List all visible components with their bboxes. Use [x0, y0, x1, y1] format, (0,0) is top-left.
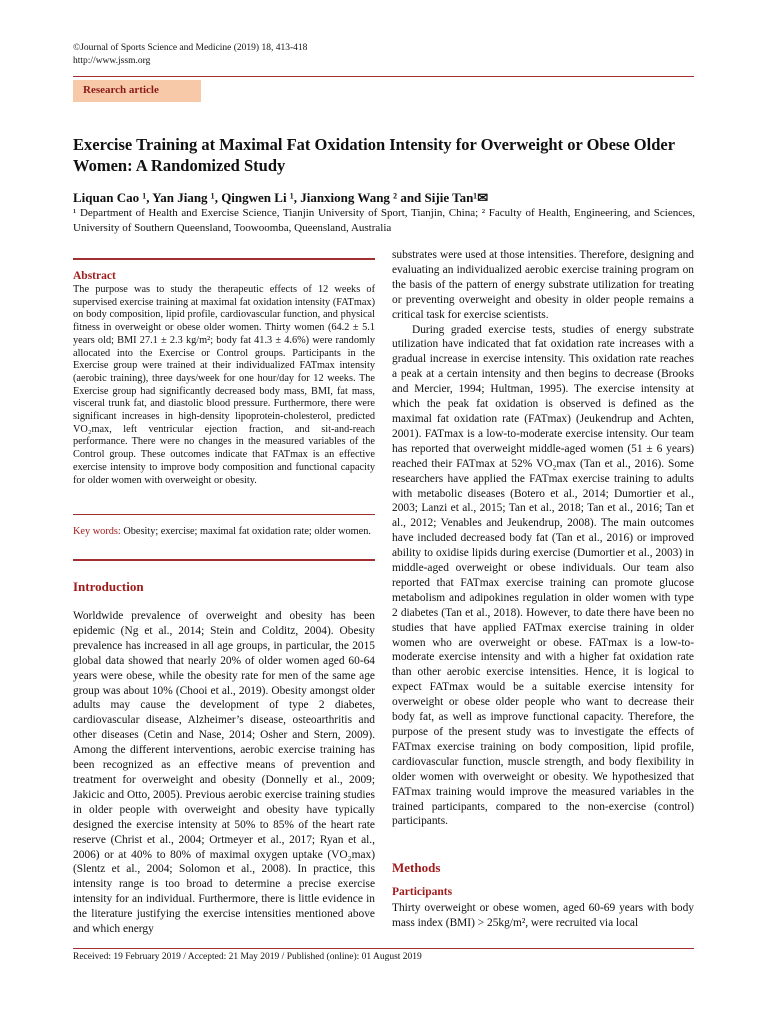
participants-text: Thirty overweight or obese women, aged 60-69 years with body mass index (BMI) > 25kg/m², were recruited via local — [392, 902, 694, 929]
header-rule — [73, 76, 694, 77]
article-title: Exercise Training at Maximal Fat Oxidation Intensity for Overweight or Obese Older Women: A Randomized Study — [73, 135, 675, 175]
keywords-label: Key words: — [73, 526, 121, 537]
abstract-heading: Abstract — [73, 270, 116, 282]
introduction-left-column — [73, 609, 375, 937]
participants-subheading: Participants — [392, 886, 453, 898]
intro-paragraph-2: During graded exercise tests, studies of energy substrate utilization have indicated that fat oxidation rate increases with a gradual increase in exercise intensity. This oxidation rate reaches a peak at a certain intensity and then begins to decrease (Brooks and Mercier, 1994; Hultman, 1995). The exercise intensity at which the peak fat oxidation is observed is defined as the maximal fat oxidation rate (FATmax) (Jeukendrup and Achten, 2001). FATmax is a low-to-moderate exercise intensity. Our team has reported that overweight middle-aged women (51 ± 6 years) reached their FATmax at 52% VO₂max (Tan et al., 2016). Some researchers have applied the FATmax exercise training to adults with metabolic diseases (Botero et al., 2014; Dumortier et al., 2003; Lanzi et al., 2015; Tan et al., 2018; Tan et al., 2016; Tan et al., 2012; Venables and Jeukendrup, 2008). The main outcomes have included decreased body fat (Tan et al., 2016) or improved ability to oxidise lipids during exercise (Dumortier et al., 2003) in middle-aged overweight or obese individuals. Our team also reported that FATmax exercise training can promote glucose metabolism and adipokines regulation in older women with type 2 diabetes (Tan et al., 2018). However, to date there have been no studies that have applied FATmax exercise training in older women who are overweight or obese. FATmax is a low-to-moderate exercise intensity and with a higher fat oxidation rate than other aerobic exercise intensities. Hence, it is logical to expect FATmax would be a suitable exercise intensity for overweight or obese older people who want to decrease their body fat, as well as improve functional capacity. Therefore, the purpose of the present study was to investigate the effects of FATmax exercise training on body composition, lipid profile, cardiovascular function, muscle strength, and body flexibility in older women with overweight or obesity. We hypothesized that FATmax training would improve the measured variables in the trained participants, compared to the non-exercise (control) participants. — [392, 323, 694, 828]
article-type-label: Research article — [83, 84, 159, 96]
abstract-text: The purpose was to study the therapeutic effects of 12 weeks of supervised exercise training at maximal fat oxidation intensity (FATmax) on body composition, lipid profile, cardiovascular function, and physical fitness in overweight or obese older women. Thirty women (64.2 ± 5.1 years old; BMI 27.1 ± 2.3 kg/m²; body fat 41.3 ± 4.6%) were randomly allocated into the Exercise or Control groups. Participants in the Exercise group were trained at their individualized FATmax intensity (aerobic training), three days/week for one hour/day for 12 weeks. The Exercise group had significantly decreased body mass, BMI, fat mass, visceral trunk fat, and diastolic blood pressure. Furthermore, there were significant increases in high-density lipoprotein-cholesterol, predicted VO₂max, left ventricular ejection fraction, and sit-and-reach performance. There were no changes in the measured variables of the Control group. These outcomes indicate that FATmax is an effective exercise intensity to improve body composition and functional capacity for older women with overweight or obesity. — [73, 284, 375, 486]
journal-line: ©Journal of Sports Science and Medicine (2019) 18, 413-418 — [73, 43, 308, 53]
journal-url[interactable]: http://www.jssm.org — [73, 55, 151, 66]
affiliations: ¹ Department of Health and Exercise Science, Tianjin University of Sport, Tianjin, China; ² Faculty of Health, Engineering, and Sciences, University of Southern Queensland, Toowoomba, Queensland, Australia — [73, 207, 695, 234]
introduction-heading: Introduction — [73, 579, 144, 594]
abstract-top-rule — [73, 258, 375, 260]
keywords — [73, 526, 375, 539]
keywords-rule — [73, 559, 375, 561]
author-list: Liquan Cao ¹, Yan Jiang ¹, Qingwen Li ¹, Jianxiong Wang ² and Sijie Tan¹✉ — [73, 190, 489, 205]
keywords-text: Obesity; exercise; maximal fat oxidation rate; older women. — [123, 526, 371, 537]
publication-dates: Received: 19 February 2019 / Accepted: 21 May 2019 / Published (online): 01 August 2019 — [73, 952, 422, 962]
abstract-bottom-rule — [73, 514, 375, 515]
footer-rule — [73, 948, 694, 949]
journal-citation — [73, 42, 307, 67]
article-type-badge — [73, 80, 201, 102]
intro-paragraph-1-right: substrates were used at those intensities. Therefore, designing and evaluating an individualized aerobic exercise training program on the basis of the pattern of energy substrate utilization for treating or preventing overweight and obesity in older people remains a critical task for exercise scientists. — [392, 249, 694, 321]
intro-paragraph-1-left: Worldwide prevalence of overweight and obesity has been epidemic (Ng et al., 2014; Stein and Colditz, 2004). Obesity prevalence has increased in all age groups, in particular, the 2015 global data showed that nearly 20% of older women aged 60-64 years were obese, while the obesity rate for men of the same age group was about 10% (Chooi et al., 2019). Obesity amongst older adults may cause the development of type 2 diabetes, cardiovascular disease, Alzheimer’s disease, osteoarthritis and other diseases (Cetin and Nase, 2014; Osher and Stern, 2009). Among the different interventions, aerobic exercise training has been recognized as an effective means of prevention and treatment for overweight and obesity (Donnelly et al., 2009; Jakicic and Otto, 2005). Previous aerobic exercise training studies in older people with overweight and obesity have typically designed the exercise intensity at 50% to 85% of the heart rate reserve (Christ et al., 2004; Ortmeyer et al., 2017; Ryan et al., 2006) or at 40% to 80% of maximal oxygen uptake (VO₂max) (Slentz et al., 2004; Solomon et al., 2008). In practice, this intensity range is too broad to determine a precise exercise intensity for an individual. Furthermore, there is little evidence in the literature justifying the exercise intensities mentioned above and which energy — [73, 610, 375, 936]
introduction-right-column — [392, 248, 694, 829]
methods-heading: Methods — [392, 860, 441, 875]
